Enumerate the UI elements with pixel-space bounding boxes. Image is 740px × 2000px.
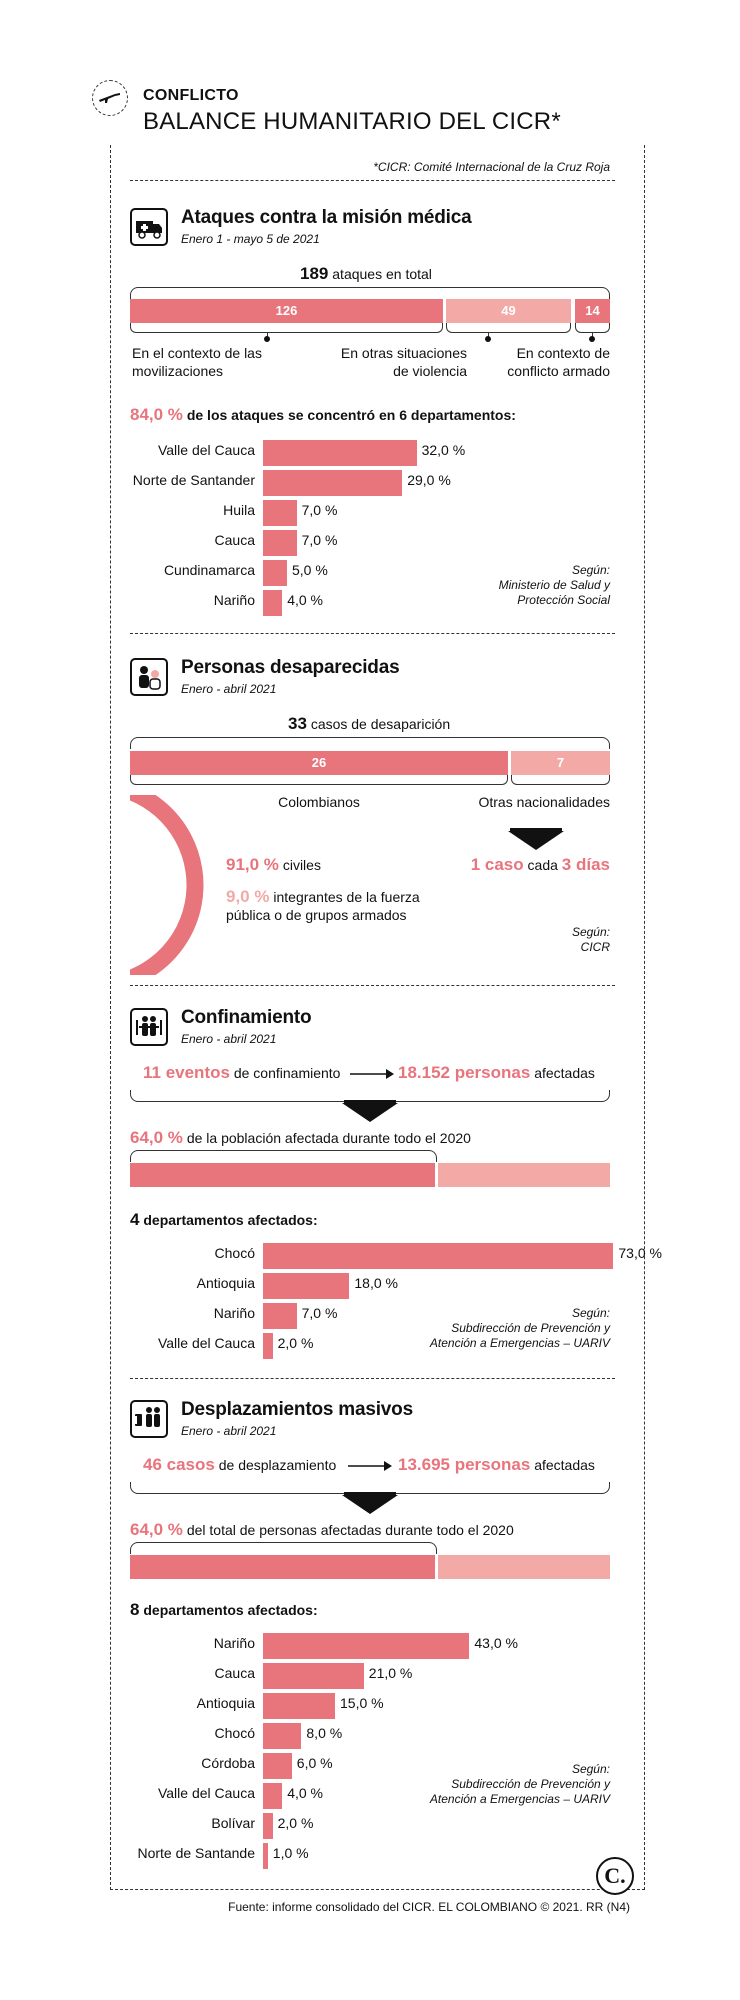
bracket [511,775,610,785]
bar-value-label: 126 [275,303,298,318]
bar [263,590,282,616]
bracket [130,775,508,785]
bar [263,1693,335,1719]
total-brace [130,737,610,749]
source-label: Según: [571,925,610,939]
bar-value-label: 8,0 % [306,1725,343,1741]
divider [130,985,615,986]
people-text: 13.695 personas afectadas [398,1455,595,1474]
total-brace [130,287,610,299]
bar-category-label: Cundinamarca [163,562,255,578]
bar [263,440,417,466]
bar-value-label: 5,0 % [292,562,328,578]
bar [263,500,297,526]
pct-brace [130,1150,437,1162]
split-bar-rest [438,1555,610,1579]
people-text: 18.152 personas afectadas [398,1063,595,1082]
depts-text: 4 departamentos afectados: [130,1210,318,1229]
section-period: Enero - abril 2021 [181,682,277,696]
split-label: En contexto de conflicto armado [507,345,610,379]
bar [263,1753,292,1779]
depts-text: 8 departamentos afectados: [130,1600,318,1619]
bar-category-label: Bolívar [211,1815,255,1831]
bar-category-label: Nariño [213,1635,255,1651]
total-label: 33 casos de desaparición [288,714,451,733]
bar [263,1663,364,1689]
bar [263,560,287,586]
bar-value-label: 2,0 % [277,1815,314,1831]
bar-category-label: Antioquia [196,1695,255,1711]
source-label: Según: [571,563,610,577]
footnote: *CICR: Comité Internacional de la Cruz Roja [373,160,610,174]
down-arrow-icon [342,1100,398,1122]
source-label: Según: [571,1306,610,1320]
bar [263,1333,273,1359]
bar [263,1723,301,1749]
bar-value-label: 2,0 % [277,1335,314,1351]
donut-slice-civiles [130,795,195,975]
split-bar-rest [438,1163,610,1187]
source-label: Según: [571,1762,610,1776]
conflict-emblem-icon [92,80,128,116]
bar-value-label: 49 [501,303,516,318]
bar-category-label: Valle del Cauca [157,1335,255,1351]
kicker: CONFLICTO [143,87,239,104]
section-title: Desplazamientos masivos [181,1399,413,1420]
bar-category-label: Cauca [214,1665,255,1681]
bar [263,470,402,496]
source-text: CICR [580,940,610,954]
bar [263,1273,349,1299]
people-icon [130,658,168,696]
bar-value-label: 7,0 % [301,502,338,518]
bar-value-label: 29,0 % [407,472,451,488]
source-text: Subdirección de Prevención y Atención a Emergencias – UARIV [429,1321,610,1350]
section-period: Enero - abril 2021 [181,1032,277,1046]
civ-text: 91,0 % civiles [226,855,321,874]
pct-brace [130,1542,437,1554]
footer-credit: Fuente: informe consolidado del CICR. EL COLOMBIANO © 2021. RR (N4) [228,1900,630,1914]
section-period: Enero 1 - mayo 5 de 2021 [181,232,320,246]
bar-category-label: Cauca [214,532,255,548]
bar-category-label: Huila [223,502,255,518]
divider [130,633,615,634]
bar-category-label: Córdoba [201,1755,255,1771]
bar-value-label: 7,0 % [301,532,338,548]
bar-category-label: Antioquia [196,1275,255,1291]
section-title: Ataques contra la misión médica [181,207,472,228]
bracket [575,323,610,333]
total-label: 189 ataques en total [300,264,432,283]
pct-text: 64,0 % del total de personas afectadas durante todo el 2020 [130,1520,514,1539]
bar-value-label: 4,0 % [287,1785,323,1801]
bar [263,1813,273,1839]
page-title: BALANCE HUMANITARIO DEL CICR* [143,108,561,135]
bar-value-label: 32,0 % [421,442,466,458]
bar-value-label: 7 [556,755,565,770]
events-text: 11 eventos de confinamiento [143,1063,341,1082]
fp-text: 9,0 % integrantes de la fuerza pública o de grupos armados [226,887,420,923]
bar-category-label: Chocó [214,1245,255,1261]
pct-text: 64,0 % de la población afectada durante todo el 2020 [130,1128,471,1147]
bar-value-label: 4,0 % [287,592,323,608]
bar-category-label: Chocó [214,1725,255,1741]
bar-value-label: 6,0 % [296,1755,333,1771]
logo: C. [596,1857,634,1895]
bar-value-label: 14 [585,303,600,318]
bar [263,1783,282,1809]
section-period: Enero - abril 2021 [181,1424,277,1438]
bar-category-label: Valle del Cauca [157,1785,255,1801]
bar-category-label: Nariño [213,1305,255,1321]
rate-text: 1 caso cada 3 días [470,855,610,874]
divider [130,1378,615,1379]
source-text: Ministerio de Salud y Protección Social [498,578,610,607]
cases-text: 46 casos de desplazamiento [143,1455,337,1474]
arrow-right-icon [350,1068,394,1080]
donut-chart [130,795,210,975]
bar-category-label: Valle del Cauca [157,442,255,458]
bar [263,1843,268,1869]
bar [263,1243,613,1269]
source-text: Subdirección de Prevención y Atención a Emergencias – UARIV [429,1777,610,1806]
down-arrow-icon [508,828,564,850]
bar-value-label: 26 [311,755,327,770]
bar-value-label: 73,0 % [618,1245,662,1261]
rifle-icon [93,81,126,114]
ambulance-icon [130,208,168,246]
bar [263,1633,469,1659]
bar-value-label: 15,0 % [340,1695,384,1711]
bar-category-label: Nariño [213,592,255,608]
bar [263,1303,297,1329]
divider [130,180,615,181]
bar-category-label: Norte de Santande [137,1845,255,1861]
bar [263,530,297,556]
displacement-icon [130,1400,168,1438]
split-label: En otras situaciones de violencia [340,345,467,379]
bar-category-label: Norte de Santander [132,472,255,488]
bar-value-label: 18,0 % [354,1275,398,1291]
down-arrow-icon [342,1492,398,1514]
section-title: Personas desaparecidas [181,657,400,678]
split-label: En el contexto de las movilizaciones [132,345,262,379]
arrow-right-icon [348,1460,392,1472]
split-bar-main [130,1555,435,1579]
confinement-icon [130,1008,168,1046]
bracket [446,323,571,333]
group-label: Otras nacionalidades [478,794,610,810]
concentration-text: 84,0 % de los ataques se concentró en 6 departamentos: [130,405,516,424]
bar-value-label: 7,0 % [301,1305,338,1321]
section-title: Confinamiento [181,1007,312,1028]
bar-value-label: 1,0 % [272,1845,309,1861]
group-label: Colombianos [278,794,360,810]
bracket [130,323,443,333]
bar-value-label: 21,0 % [368,1665,413,1681]
split-bar-main [130,1163,435,1187]
bar-value-label: 43,0 % [474,1635,518,1651]
